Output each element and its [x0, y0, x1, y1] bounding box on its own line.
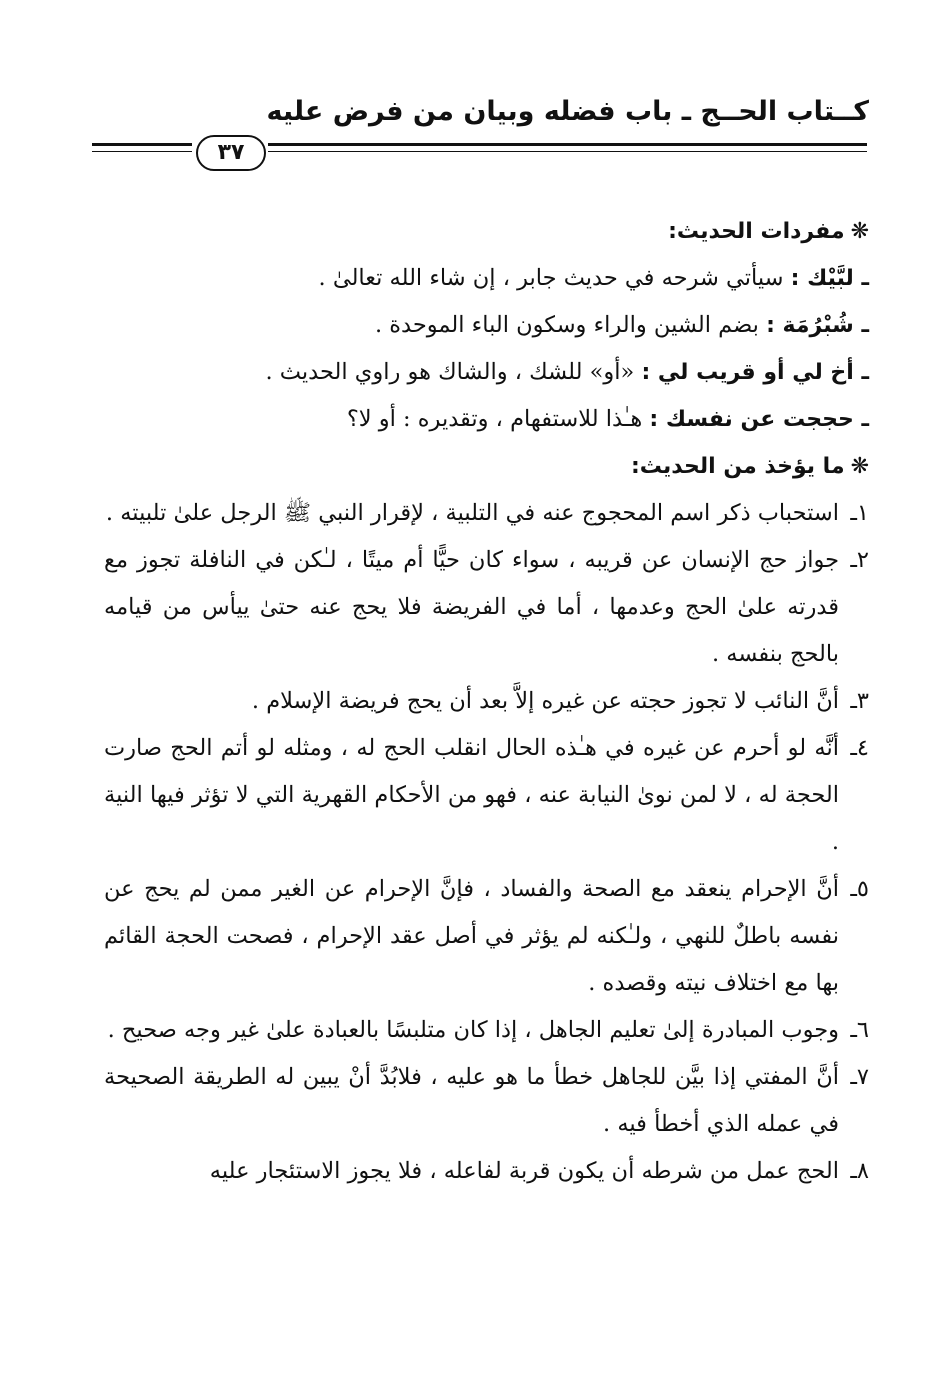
lesson-text: جواز حج الإنسان عن قريبه ، سواء كان حيًّا أم ميتًا ، لـٰكن في النافلة تجوز مع قدرته علىٰ الحج وعدمها ، أما في الفريضة فلا يحج عنه حتىٰ ييأس من قيامه بالحج بنفسه .	[104, 547, 839, 667]
vocabulary-definition: بضم الشين والراء وسكون الباء الموحدة .	[374, 312, 767, 338]
vocabulary-heading	[104, 208, 869, 255]
lessons-heading	[104, 443, 869, 490]
lesson-item	[104, 490, 869, 537]
lesson-item	[104, 866, 869, 1007]
lesson-text: أنَّه لو أحرم عن غيره في هـٰذه الحال انقلب الحج له ، ومثله لو أتم الحج صارت الحجة له ، لا لمن نوىٰ النيابة عنه ، فهو من الأحكام القهرية التي لا تؤثر فيها النية .	[104, 735, 839, 855]
lesson-item	[104, 725, 869, 866]
asterisk-icon: ❋	[850, 454, 869, 479]
vocabulary-heading-text: مفردات الحديث:	[668, 219, 845, 244]
lesson-item	[104, 537, 869, 678]
lesson-number: ٨ـ	[850, 1158, 869, 1184]
lesson-text: استحباب ذكر اسم المحجوج عنه في التلبية ، لإقرار النبي ﷺ الرجل علىٰ تلبيته .	[105, 500, 839, 526]
lesson-item	[104, 1148, 869, 1195]
lesson-number: ٣ـ	[850, 688, 869, 714]
lesson-number: ٧ـ	[850, 1064, 869, 1090]
lesson-text: الحج عمل من شرطه أن يكون قربة لفاعله ، فلا يجوز الاستئجار عليه	[209, 1158, 839, 1184]
vocabulary-item	[104, 302, 869, 349]
header-rule-thick-right	[268, 143, 867, 146]
lessons-heading-text: ما يؤخذ من الحديث:	[630, 454, 845, 479]
asterisk-icon: ❋	[850, 219, 869, 244]
lesson-text: أنَّ الإحرام ينعقد مع الصحة والفساد ، فإنَّ الإحرام عن الغير ممن لم يحج عن نفسه باطلٌ للنهي ، ولـٰكنه لم يؤثر في أصل عقد الإحرام ، فصحت الحجة القائم بها مع اختلاف نيته وقصده .	[104, 876, 839, 996]
page-body	[104, 208, 869, 1195]
lesson-text: أنَّ المفتي إذا بيَّن للجاهل خطأ ما هو عليه ، فلابُدَّ أنْ يبين له الطريقة الصحيحة في عمله الذي أخطأ فيه .	[104, 1064, 839, 1137]
vocabulary-term: ـ شُبْرُمَة :	[766, 313, 869, 338]
lesson-number: ١ـ	[850, 500, 869, 526]
lesson-number: ٦ـ	[850, 1017, 869, 1043]
lesson-number: ٢ـ	[850, 547, 869, 573]
vocabulary-definition: «أو» للشك ، والشاك هو راوي الحديث .	[265, 359, 642, 385]
header-rule-thin-left	[92, 151, 192, 152]
vocabulary-term: ـ حججت عن نفسك :	[649, 407, 869, 432]
header-rule-thin-right	[268, 151, 867, 152]
page-number-badge: ٣٧	[196, 135, 266, 171]
lesson-number: ٤ـ	[850, 735, 869, 761]
lesson-text: وجوب المبادرة إلىٰ تعليم الجاهل ، إذا كان متلبسًا بالعبادة علىٰ غير وجه صحيح .	[107, 1017, 839, 1043]
header-rule-thick-left	[92, 143, 192, 146]
vocabulary-item	[104, 396, 869, 443]
vocabulary-term: ـ لبَّيْك :	[790, 266, 869, 291]
vocabulary-definition: سيأتي شرحه في حديث جابر ، إن شاء الله تعالىٰ .	[318, 265, 791, 291]
vocabulary-definition: هـٰذا للاستفهام ، وتقديره : أو لا؟	[346, 406, 650, 432]
vocabulary-item	[104, 349, 869, 396]
lesson-text: أنَّ النائب لا تجوز حجته عن غيره إلاَّ بعد أن يحج فريضة الإسلام .	[251, 688, 839, 714]
running-header-title: كــتاب الحــج ـ باب فضله وبيان من فرض عليه	[266, 96, 869, 127]
lesson-item	[104, 1007, 869, 1054]
lesson-item	[104, 1054, 869, 1148]
vocabulary-item	[104, 255, 869, 302]
lesson-number: ٥ـ	[850, 876, 869, 902]
vocabulary-term: ـ أخ لي أو قريب لي :	[641, 360, 869, 385]
lesson-item	[104, 678, 869, 725]
